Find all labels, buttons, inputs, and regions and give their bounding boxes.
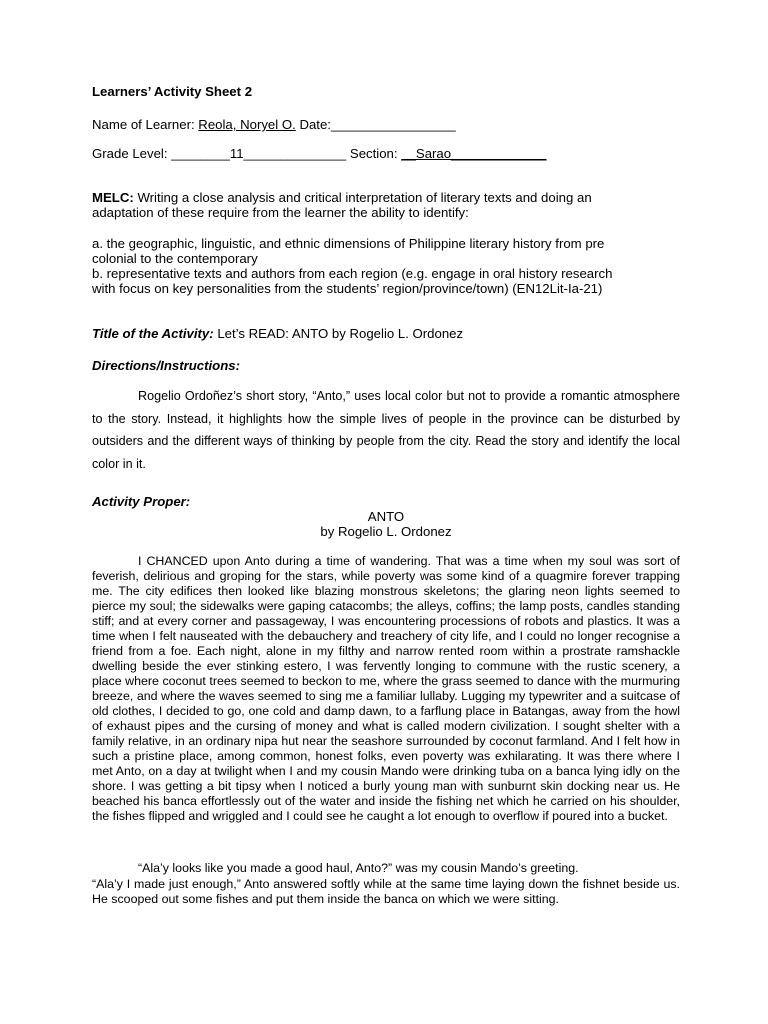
melc-line-1 — [92, 190, 592, 206]
section-label: Section: — [349, 146, 398, 161]
sheet-title: Learners’ Activity Sheet 2 — [92, 84, 253, 99]
directions-heading: Directions/Instructions: — [92, 358, 241, 373]
activity-title-row — [92, 326, 463, 342]
story-byline: by Rogelio L. Ordonez — [320, 524, 452, 539]
melc-line-2: adaptation of these require from the learner the ability to identify: — [92, 205, 469, 220]
grade-row — [92, 146, 546, 162]
activity-title-label: Title of the Activity: — [92, 326, 214, 341]
date-label: Date: — [299, 117, 331, 132]
melc-label: MELC: — [92, 190, 134, 205]
date-blank: _________________ — [330, 117, 456, 132]
melc-text: Writing a close analysis and critical interpretation of literary texts and doing an — [137, 190, 592, 205]
section-value: __Sarao_____________ — [401, 146, 547, 161]
grade-label: Grade Level: — [92, 146, 168, 161]
story-paragraph-3: “Ala’y I made just enough,” Anto answered softly while at the same time laying down the fishnet beside us. He scooped out some fishes and put them inside the banca on which we were sitting. — [92, 877, 680, 906]
activity-title-value: Let’s READ: ANTO by Rogelio L. Ordonez — [217, 326, 464, 341]
story-paragraph-1: I CHANCED upon Anto during a time of wandering. That was a time when my soul was sort of feverish, delirious and groping for the stars, while poverty was some kind of a quagmire forever trapping me. The city edifices then looked like blazing monstrous skeletons; the glaring neon lights seemed to pierce my soul; the sidewalks were gaping catacombs; the alleys, coffins; the lamp posts, candles standing stiff; and at every corner and passageway, I was encountering processions of robots and plastics. It was a time when I felt nauseated with the debauchery and treachery of city life, and I could no longer recognise a friend from a foe. Each night, alone in my filthy and narrow rented room within a prostrate ramshackle dwelling beside the ever stinking estero, I was fervently longing to commune with the rustic scenery, a place where coconut trees seemed to beckon to me, where the grass seemed to dance with the murmuring breeze, and where the waves seemed to sing me a familiar lullaby. Lugging my typewriter and a suitcase of old clothes, I decided to go, one cold and damp dawn, to a farflung place in Batangas, away from the howl of exhaust pipes and the cursing of money and what is called modern civilization. I sought shelter with a family relative, in an ordinary nipa hut near the seashore surrounded by coconut farmland. And I felt how in such a pristine place, among common, honest folks, even poverty was exhilarating. It was there where I met Anto, on a day at twilight when I and my cousin Mando were drinking tuba on a banca lying idly on the shore. I was getting a bit tipsy when I noticed a burly young man with sunburnt skin docking near us. He beached his banca effortlessly out of the water and inside the fishing net which he carried on his shoulder, the fishes flipped and wriggled and I could see he caught a lot enough to overflow if poured into a bucket. — [92, 554, 680, 823]
activity-proper-heading: Activity Proper: — [92, 494, 191, 509]
melc-item-a-2: colonial to the contemporary — [92, 251, 258, 266]
name-label: Name of Learner: — [92, 117, 195, 132]
melc-item-a-1: a. the geographic, linguistic, and ethnic dimensions of Philippine literary history from pre — [92, 236, 605, 251]
directions-text: Rogelio Ordoñez’s short story, “Anto,” uses local color but not to provide a romantic atmosphere to the story. Instead, it highlights how the simple lives of people in the province can be disturbed by outsiders and the different ways of thinking by people from the city. Read the story and identify the local color in it. — [92, 389, 680, 471]
name-value: Reola, Noryel O. — [198, 117, 296, 132]
story-paragraph-2: “Ala’y looks like you made a good haul, Anto?” was my cousin Mando’s greeting. — [138, 861, 579, 875]
story-title: ANTO — [367, 509, 405, 524]
melc-item-b-2: with focus on key personalities from the students’ region/province/town) (EN12Lit-Ia-21) — [92, 281, 603, 296]
grade-value: ________11______________ — [171, 146, 347, 161]
learner-name-row — [92, 117, 456, 133]
melc-item-b-1: b. representative texts and authors from each region (e.g. engage in oral history research — [92, 266, 613, 281]
